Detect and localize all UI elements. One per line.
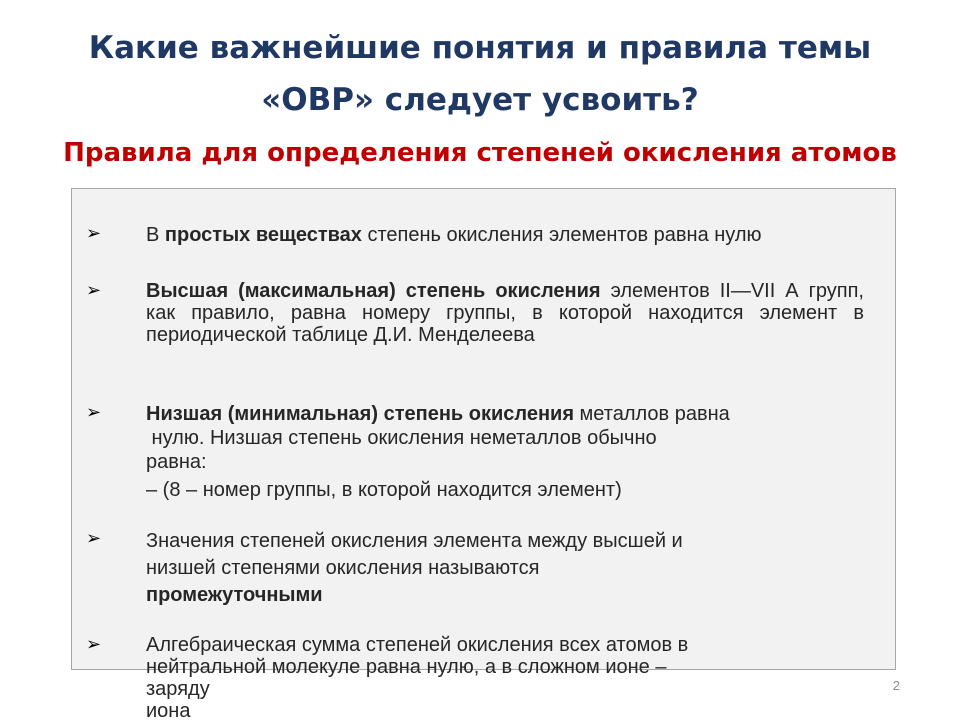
- rule-3-post: металлов равна: [574, 403, 730, 425]
- rule-text-1: [146, 223, 866, 247]
- rule-4-bold: промежуточными: [146, 584, 323, 606]
- slide-title-line-1: Какие важнейшие понятия и правила темы: [88, 30, 872, 66]
- rule-item-2: [86, 280, 876, 374]
- rule-item-5: [86, 634, 876, 720]
- rule-1-pre: В: [146, 224, 165, 246]
- rule-1-post: степень окисления элементов равна нулю: [361, 224, 762, 246]
- bullet-arrow-icon: ➢: [86, 528, 102, 548]
- slide-title-line-2: «ОВР» следует усвоить?: [261, 82, 699, 118]
- rule-item-3: [86, 402, 876, 502]
- rule-text-4: [146, 528, 866, 609]
- rule-5-line-4: иона: [146, 700, 191, 722]
- bullet-arrow-icon: ➢: [86, 402, 102, 422]
- rule-4-line-1: Значения степеней окисления элемента между высшей и: [146, 530, 683, 552]
- rule-2-bold: Высшая (максимальная) степень окисления: [146, 280, 601, 302]
- rule-text-3: [146, 402, 866, 502]
- rule-text-2: [146, 280, 864, 346]
- bullet-arrow-icon: ➢: [86, 634, 102, 654]
- rule-1-bold: простых веществах: [164, 224, 362, 246]
- rule-item-1: [86, 223, 876, 249]
- bullet-arrow-icon: ➢: [86, 280, 102, 300]
- rule-2-post: элементов II—VII А групп, как правило, равна номеру группы, в которой находится элемент в периодической таблице Д.И. Менделеева: [146, 280, 864, 346]
- rule-3-line-1: [146, 402, 866, 426]
- page-number: 2: [892, 678, 900, 693]
- bullet-arrow-icon: ➢: [86, 223, 102, 243]
- rule-5-line-2: нейтральной молекуле равна нулю, а в сложном ионе –: [146, 656, 667, 678]
- rule-5-line-1: Алгебраическая сумма степеней окисления всех атомов в: [146, 634, 689, 656]
- rule-4-line-2: низшей степенями окисления называются: [146, 557, 540, 579]
- rule-item-4: [86, 528, 876, 610]
- slide-subtitle: Правила для определения степеней окисления атомов: [63, 138, 897, 168]
- rule-3-line-3: равна:: [146, 451, 207, 473]
- rule-3-line-2: нулю. Низшая степень окисления неметаллов обычно: [146, 427, 657, 449]
- rule-3-line-4: ‒ (8 ‒ номер группы, в которой находится элемент): [146, 479, 622, 501]
- rule-3-bold: Низшая (минимальная) степень окисления: [146, 403, 574, 425]
- rule-5-line-3: заряду: [146, 678, 210, 700]
- rule-text-5: [146, 634, 866, 722]
